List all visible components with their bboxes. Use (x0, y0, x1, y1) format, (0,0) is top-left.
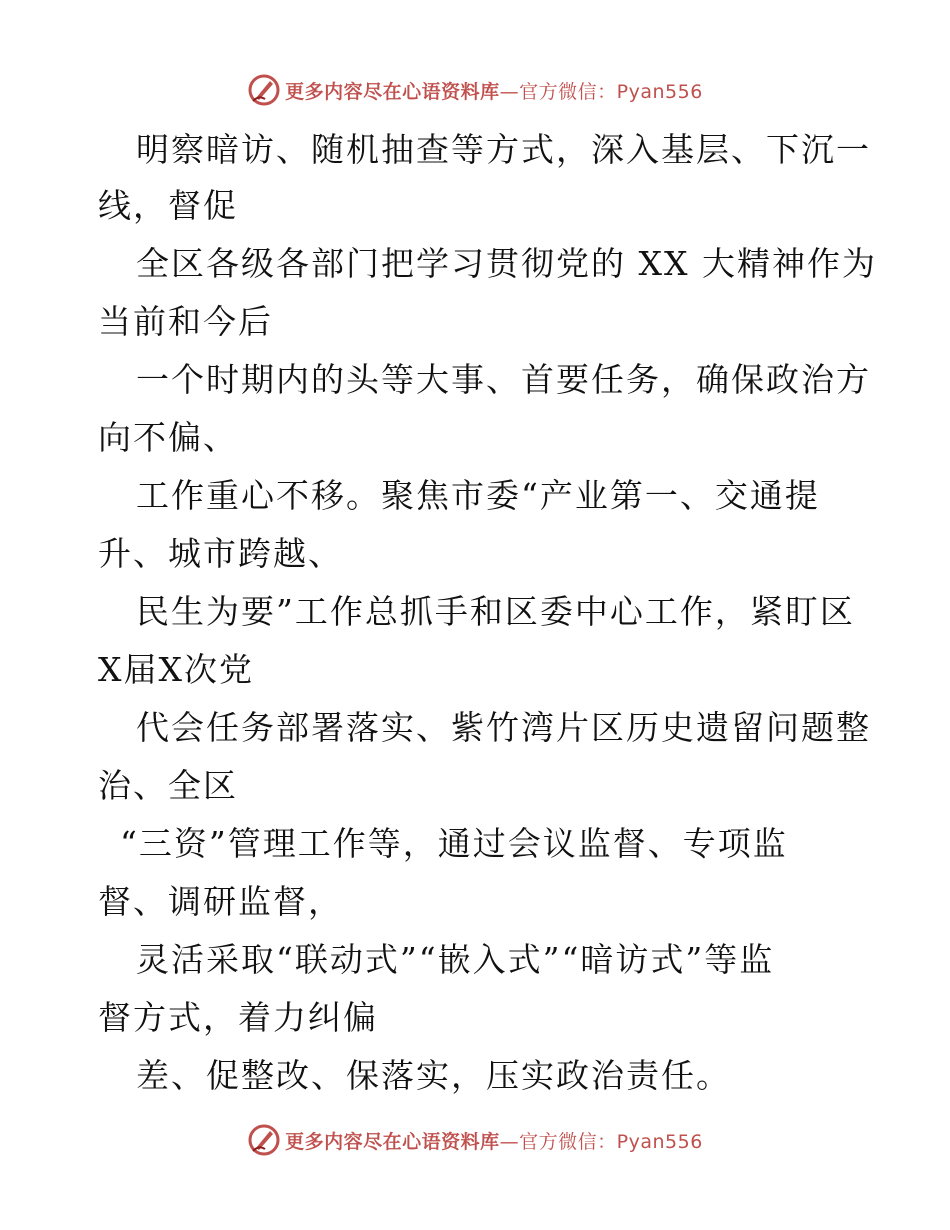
watermark-main-text: 更多内容尽在心语资料库 (285, 80, 500, 103)
footer-watermark (0, 1120, 950, 1160)
watermark-logo-icon (247, 73, 281, 107)
text-line: 当前和今后 (98, 302, 273, 341)
text-line: 全区各级各部门把学习贯彻党的 XX 大精神作为 (136, 244, 877, 283)
watermark-text (285, 1127, 703, 1154)
text-line: 督、调研监督， (98, 882, 343, 921)
text-line: 灵活采取“联动式”“嵌入式”“暗访式”等监 (136, 940, 775, 979)
text-line: 代会任务部署落实、紫竹湾片区历史遗留问题整 (136, 708, 871, 747)
watermark-dash: — (499, 80, 520, 103)
text-line: 一个时期内的头等大事、首要任务，确保政治方 (136, 360, 871, 399)
watermark-dash: — (499, 1130, 520, 1153)
watermark-suffix-text: 官方微信：Pyan556 (519, 80, 703, 103)
watermark-main-text: 更多内容尽在心语资料库 (285, 1130, 500, 1153)
text-line: 工作重心不移。聚焦市委“产业第一、交通提 (136, 476, 820, 515)
text-line: 明察暗访、随机抽查等方式，深入基层、下沉一 (136, 130, 871, 169)
header-watermark (0, 70, 950, 110)
text-line: 差、促整改、保落实，压实政治责任。 (136, 1056, 731, 1095)
text-line: 督方式，着力纠偏 (98, 998, 378, 1037)
watermark-text (285, 77, 703, 104)
text-line: X届X次党 (98, 650, 254, 689)
watermark-suffix-text: 官方微信：Pyan556 (519, 1130, 703, 1153)
watermark-logo-icon (247, 1123, 281, 1157)
text-line: 治、全区 (98, 766, 238, 805)
text-line: 线，督促 (98, 186, 238, 225)
text-line: 向不偏、 (98, 418, 238, 457)
text-line: 民生为要”工作总抓手和区委中心工作，紧盯区 (136, 592, 855, 631)
text-line: “三资”管理工作等，通过会议监督、专项监 (120, 824, 788, 863)
text-line: 升、城市跨越、 (98, 534, 343, 573)
